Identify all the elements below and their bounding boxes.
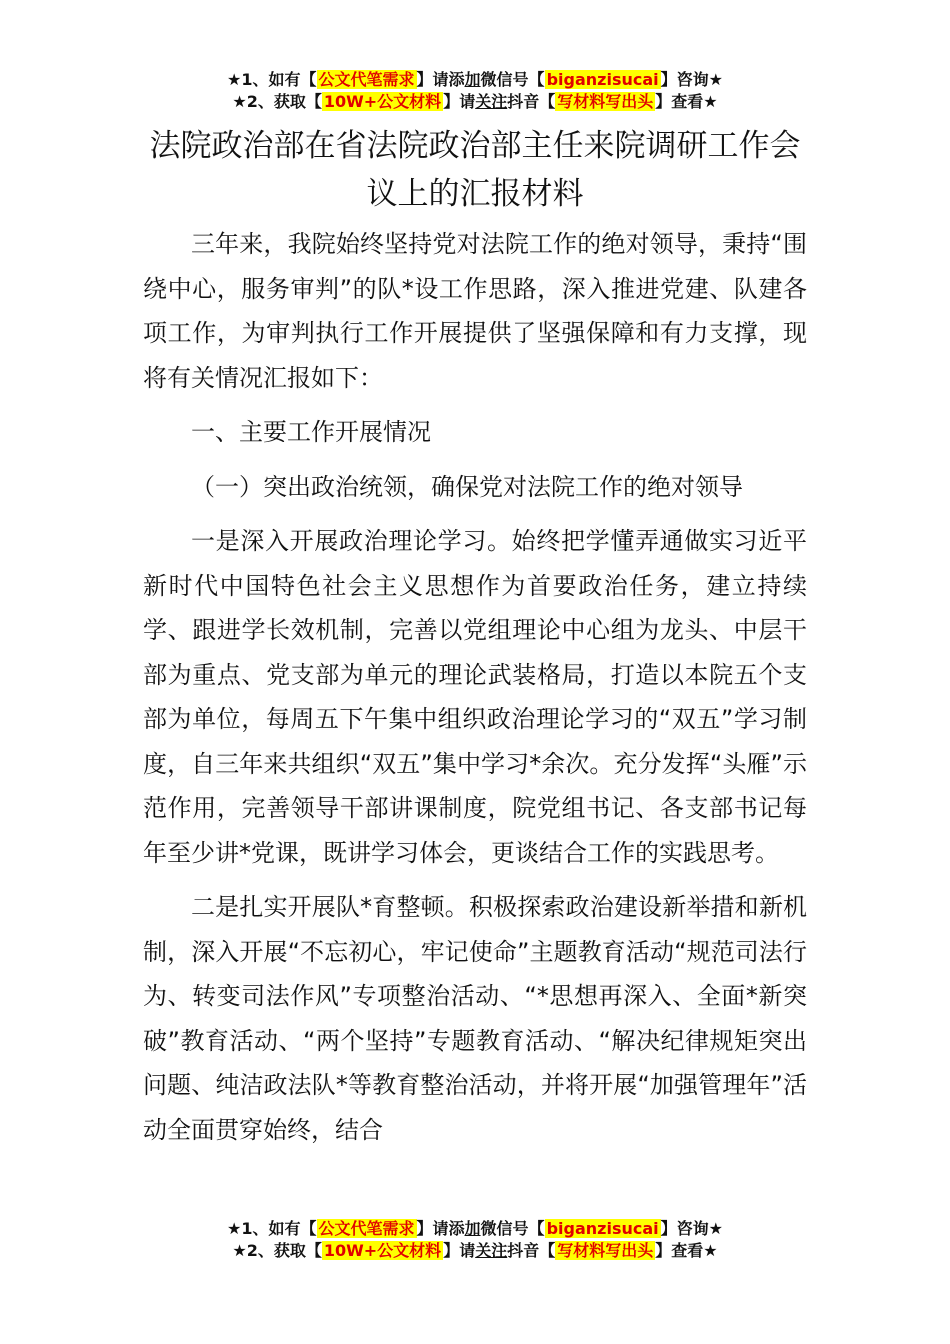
promo-line-2	[0, 1240, 950, 1262]
promo-text: 微信号【	[480, 70, 545, 89]
promo-line-2	[0, 91, 950, 113]
document-body	[143, 222, 807, 1152]
promo-text: 】请添	[416, 1219, 465, 1238]
promo-line-1	[0, 69, 950, 91]
promo-text: 抖音【	[507, 1241, 556, 1260]
promo-text: ★2、获取【	[232, 92, 322, 111]
promo-highlight-service: 公文代笔需求	[318, 70, 415, 89]
promo-underlined-text: 关注	[475, 1241, 508, 1260]
promo-highlight-douyin-id: 写材料写出头	[557, 1241, 654, 1260]
promo-underlined-text: 关注	[475, 92, 508, 111]
body-paragraph: 二是扎实开展队*育整顿。积极探索政治建设新举措和新机制，深入开展“不忘初心，牢记使命”主题教育活动“规范司法行为、转变司法作风”专项整治活动、“*思想再深入、全面*新突破”教育活动、“两个坚持”专题教育活动、“解决纪律规矩突出问题、纯洁政法队*等教育整治活动，并将开展“加强管理年”活动全面贯穿始终，结合	[143, 893, 807, 1144]
promo-text: 】咨询★	[660, 70, 723, 89]
promo-header	[0, 69, 950, 113]
promo-underlined-text: 加	[464, 70, 481, 89]
promo-highlight-douyin-id: 写材料写出头	[557, 92, 654, 111]
document-title: 法院政治部在省法院政治部主任来院调研工作会议上的汇报材料	[149, 128, 801, 212]
promo-highlight-wechat-id: biganzisucai	[546, 1219, 659, 1238]
promo-text: 】查看★	[655, 92, 718, 111]
promo-text: 抖音【	[507, 92, 556, 111]
promo-highlight-materials: 10W+公文材料	[323, 92, 442, 111]
promo-text: 】查看★	[655, 1241, 718, 1260]
promo-line-1	[0, 1218, 950, 1240]
promo-text: 】请添	[416, 70, 465, 89]
promo-highlight-materials: 10W+公文材料	[323, 1241, 442, 1260]
promo-footer	[0, 1218, 950, 1262]
promo-highlight-service: 公文代笔需求	[318, 1219, 415, 1238]
body-paragraph: 一是深入开展政治理论学习。始终把学懂弄通做实习近平新时代中国特色社会主义思想作为首要政治任务，建立持续学、跟进学长效机制，完善以党组理论中心组为龙头、中层干部为重点、党支部为单元的理论武装格局，打造以本院五个支部为单位，每周五下午集中组织政治理论学习的“双五”学习制度，自三年来共组织“双五”集中学习*余次。充分发挥“头雁”示范作用，完善领导干部讲课制度，院党组书记、各支部书记每年至少讲*党课，既讲学习体会，更谈结合工作的实践思考。	[143, 527, 807, 867]
section-heading: 一、主要工作开展情况	[191, 418, 431, 446]
promo-text: 】请	[443, 92, 476, 111]
promo-text: 】咨询★	[660, 1219, 723, 1238]
promo-text: 微信号【	[480, 1219, 545, 1238]
promo-highlight-wechat-id: biganzisucai	[546, 70, 659, 89]
promo-text: ★1、如有【	[227, 70, 317, 89]
intro-paragraph: 三年来，我院始终坚持党对法院工作的绝对领导，秉持“围绕中心，服务审判”的队*设工作思路，深入推进党建、队建各项工作，为审判执行工作开展提供了坚强保障和有力支撑，现将有关情况汇报如下：	[143, 230, 807, 392]
promo-text: 】请	[443, 1241, 476, 1260]
promo-text: ★2、获取【	[232, 1241, 322, 1260]
promo-text: ★1、如有【	[227, 1219, 317, 1238]
subsection-heading: （一）突出政治统领，确保党对法院工作的绝对领导	[191, 472, 743, 501]
promo-underlined-text: 加	[464, 1219, 481, 1238]
